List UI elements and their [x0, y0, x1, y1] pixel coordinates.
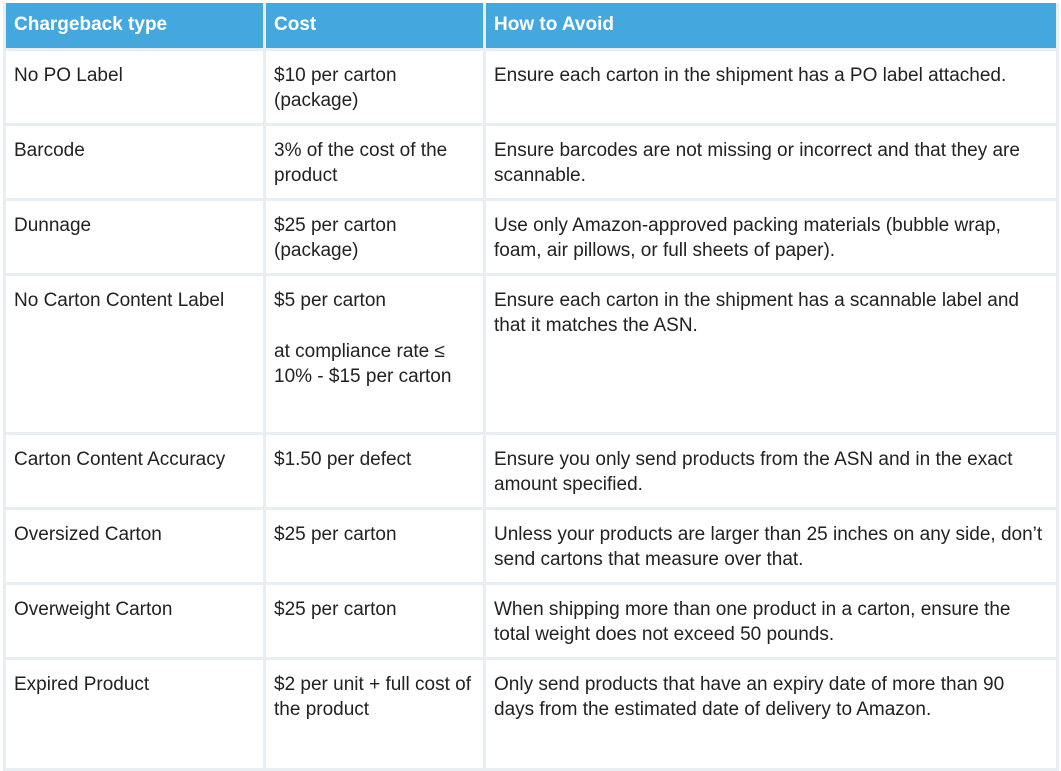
cost-cell [265, 124, 485, 199]
cost-text: $2 per unit + full cost of the product [274, 673, 471, 720]
how-to-avoid-cell: Ensure you only send products from the ASN and in the exact amount specified. [485, 433, 1058, 508]
cost-text: $10 per carton (package) [274, 64, 397, 111]
cost-text: $25 per carton (package) [274, 214, 397, 261]
table-row [5, 274, 1058, 433]
table-header-row [5, 3, 1058, 49]
table-row [5, 199, 1058, 274]
cost-cell [265, 49, 485, 124]
cost-text: $1.50 per defect [274, 448, 412, 470]
column-header-chargeback-type: Chargeback type [5, 3, 265, 49]
cost-cell [265, 508, 485, 583]
table-row [5, 583, 1058, 658]
chargeback-type-cell: Expired Product [5, 658, 265, 769]
cost-text-compliance: at compliance rate ≤ 10% - $15 per carton [274, 340, 452, 387]
cost-cell [265, 274, 485, 433]
chargeback-type-cell: Barcode [5, 124, 265, 199]
chargeback-type-cell: Dunnage [5, 199, 265, 274]
how-to-avoid-cell: Ensure each carton in the shipment has a PO label attached. [485, 49, 1058, 124]
cost-text: $25 per carton [274, 598, 397, 620]
table-row [5, 433, 1058, 508]
how-to-avoid-cell: Unless your products are larger than 25 inches on any side, don’t send cartons that measure over that. [485, 508, 1058, 583]
cost-text: $25 per carton [274, 523, 397, 545]
how-to-avoid-cell: Only send products that have an expiry date of more than 90 days from the estimated date of delivery to Amazon. [485, 658, 1058, 769]
how-to-avoid-cell: When shipping more than one product in a carton, ensure the total weight does not exceed 50 pounds. [485, 583, 1058, 658]
how-to-avoid-cell: Use only Amazon-approved packing materials (bubble wrap, foam, air pillows, or full sheets of paper). [485, 199, 1058, 274]
table-row [5, 49, 1058, 124]
column-header-cost: Cost [265, 3, 485, 49]
column-header-how-to-avoid: How to Avoid [485, 3, 1058, 49]
chargeback-type-cell: No Carton Content Label [5, 274, 265, 433]
table-row [5, 658, 1058, 769]
chargeback-table [3, 3, 1059, 771]
table-row [5, 508, 1058, 583]
cost-cell [265, 583, 485, 658]
chargeback-type-cell: Oversized Carton [5, 508, 265, 583]
chargeback-type-cell: No PO Label [5, 49, 265, 124]
cost-cell [265, 433, 485, 508]
table-row [5, 124, 1058, 199]
cost-text: 3% of the cost of the product [274, 139, 448, 186]
how-to-avoid-cell: Ensure barcodes are not missing or incorrect and that they are scannable. [485, 124, 1058, 199]
chargeback-type-cell: Carton Content Accuracy [5, 433, 265, 508]
cost-cell [265, 658, 485, 769]
how-to-avoid-cell: Ensure each carton in the shipment has a scannable label and that it matches the ASN. [485, 274, 1058, 433]
chargeback-type-cell: Overweight Carton [5, 583, 265, 658]
cost-text: $5 per carton [274, 289, 386, 311]
cost-cell [265, 199, 485, 274]
